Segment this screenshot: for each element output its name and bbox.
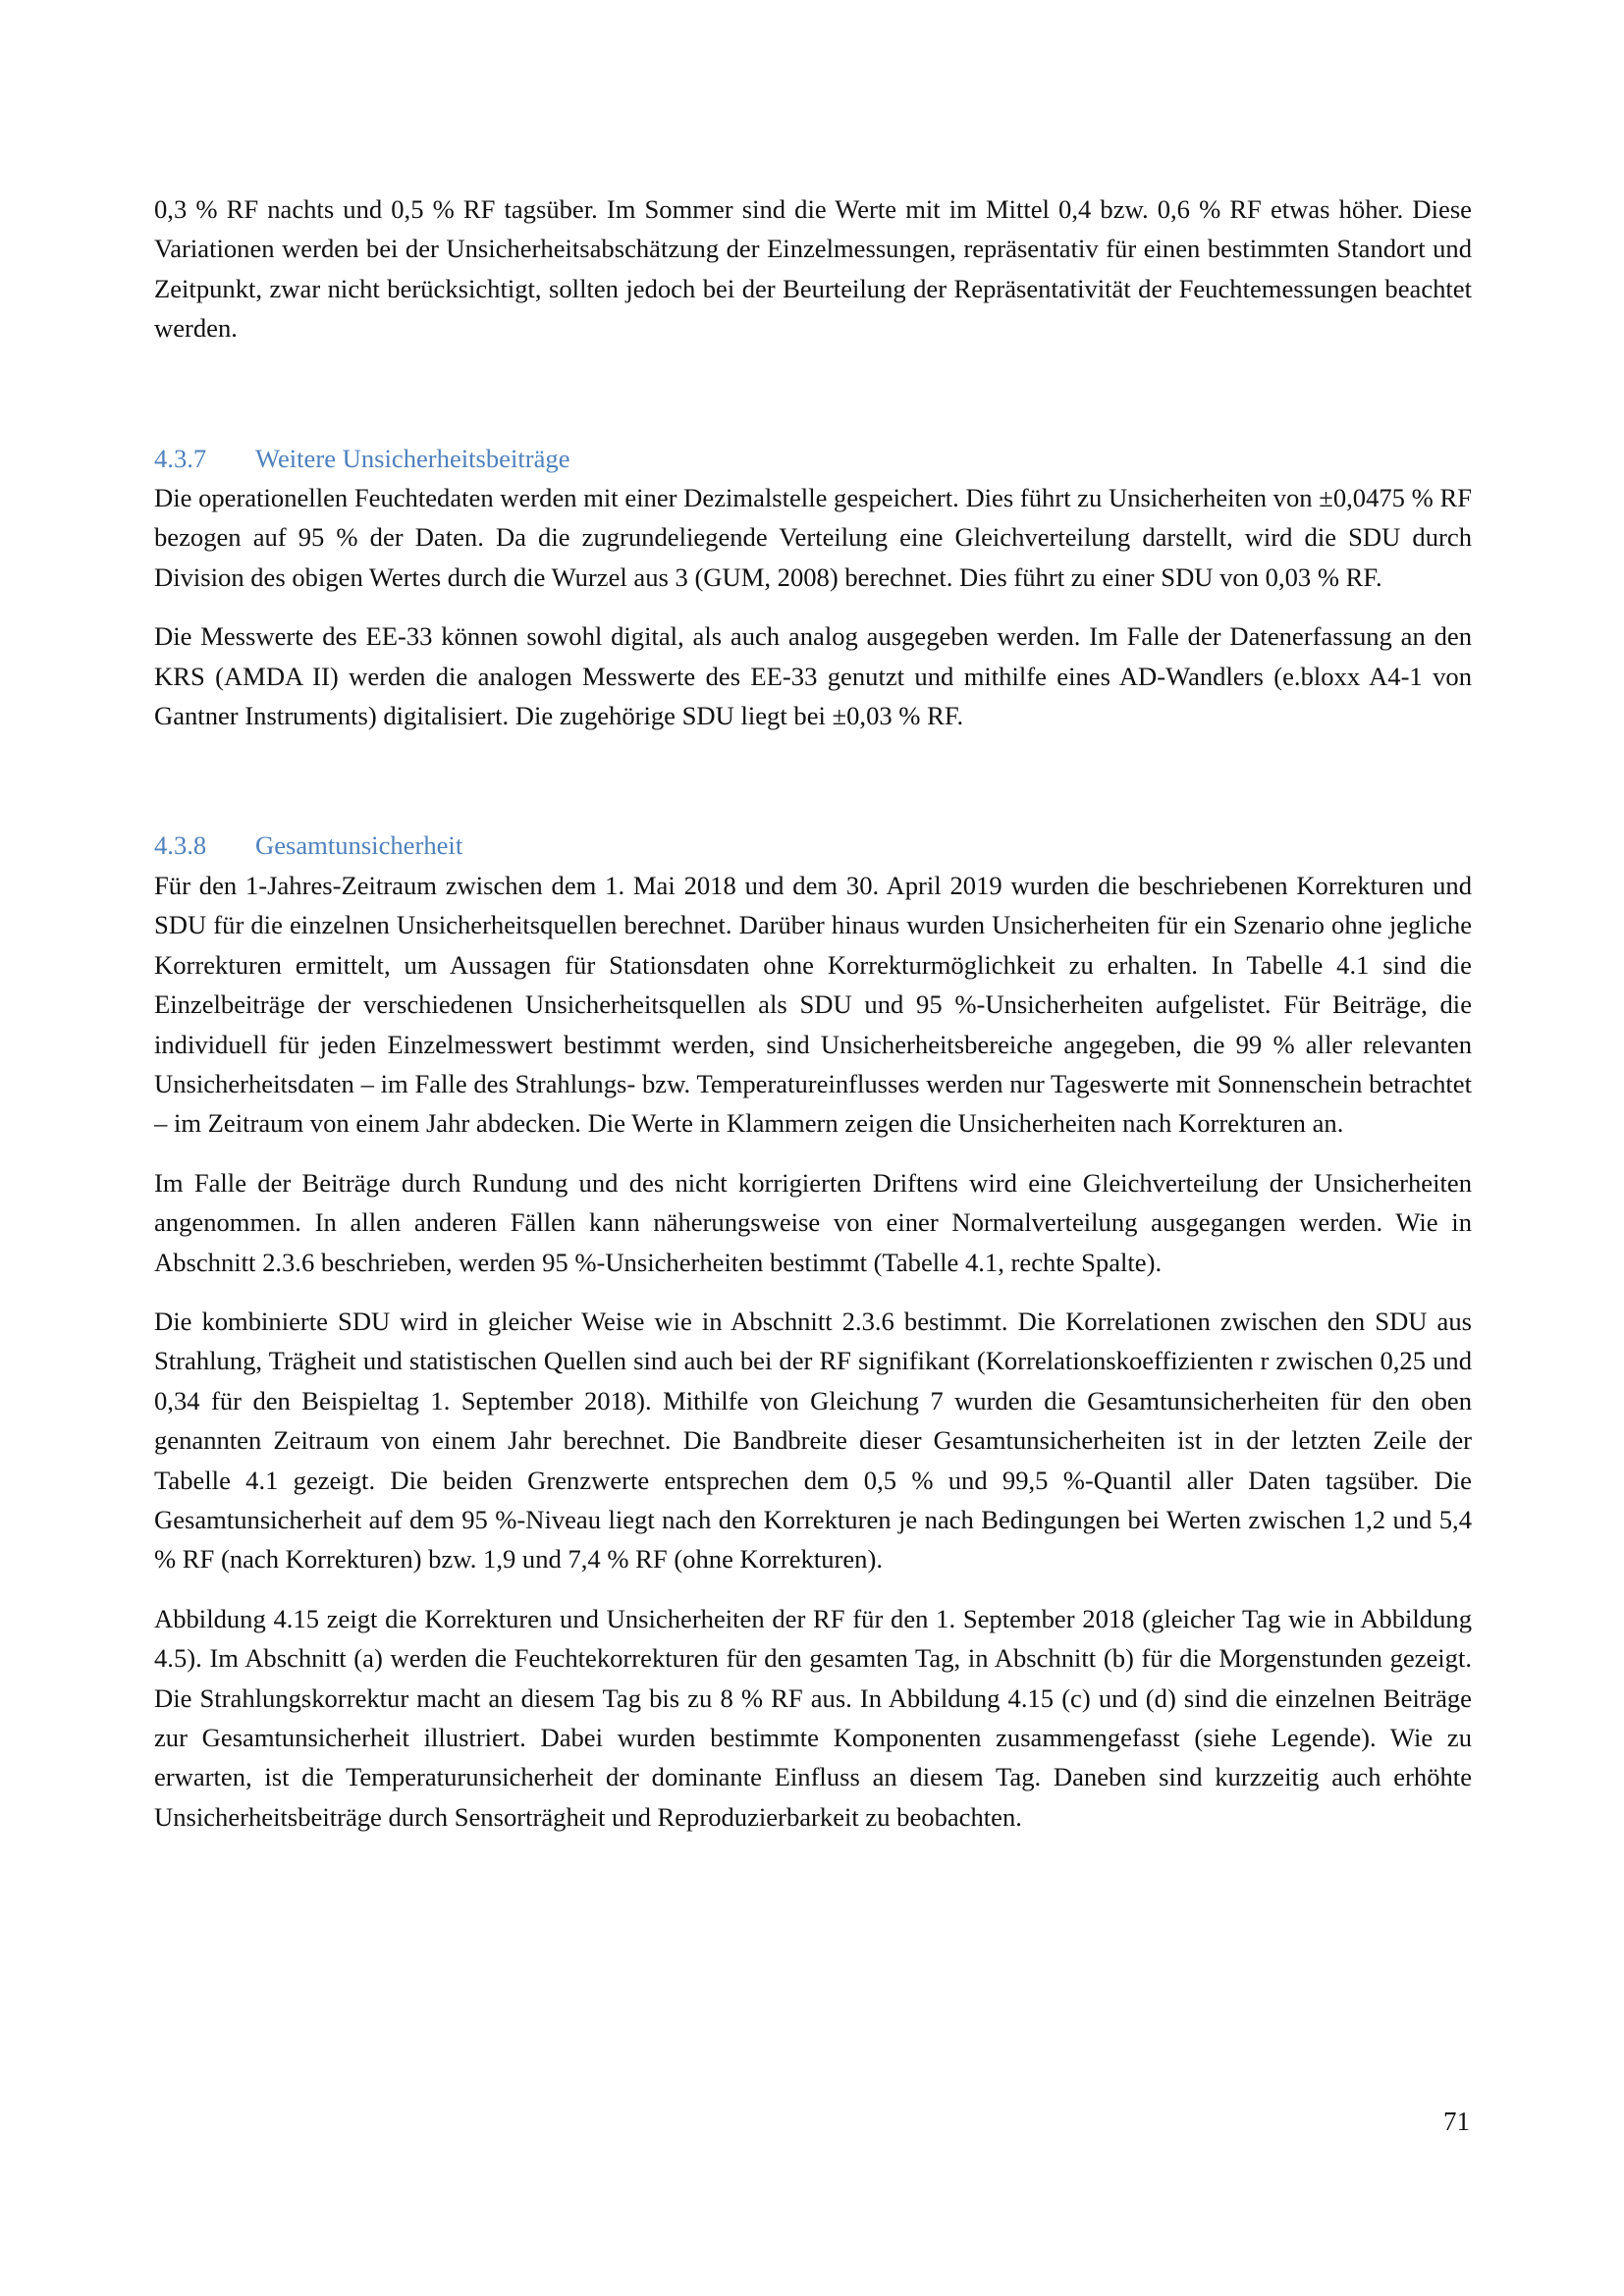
page-body	[154, 189, 1472, 1837]
section-title: Weitere Unsicherheitsbeiträge	[255, 443, 570, 473]
paragraph-4-3-8-3: Die kombinierte SDU wird in gleicher Weise wie in Abschnitt 2.3.6 bestimmt. Die Korrelationen zwischen den SDU aus Strahlung, Trägheit und statistischen Quellen sind auch bei der RF signifikant (Korrelationskoeffizienten r zwischen 0,25 und 0,34 für den Beispieltag 1. September 2018). Mithilfe von Gleichung 7 wurden die Gesamtunsicherheiten für den oben genannten Zeitraum von einem Jahr berechnet. Die Bandbreite dieser Gesamtunsicherheiten ist in der letzten Zeile der Tabelle 4.1 gezeigt. Die beiden Grenzwerte entsprechen dem 0,5 % und 99,5 %-Quantil aller Daten tagsüber. Die Gesamtunsicherheit auf dem 95 %-Niveau liegt nach den Korrekturen je nach Bedingungen bei Werten zwischen 1,2 und 5,4 % RF (nach Korrekturen) bzw. 1,9 und 7,4 % RF (ohne Korrekturen).	[154, 1306, 1472, 1575]
paragraph-4-3-8-2: Im Falle der Beiträge durch Rundung und des nicht korrigierten Driftens wird eine Gleichverteilung der Unsicherheiten angenommen. In allen anderen Fällen kann näherungsweise von einer Normalverteilung ausgegangen werden. Wie in Abschnitt 2.3.6 beschrieben, werden 95 %-Unsicherheiten bestimmt (Tabelle 4.1, rechte Spalte).	[154, 1167, 1472, 1277]
paragraph-spacer	[154, 1144, 1472, 1163]
section-spacer	[154, 735, 1472, 826]
page-number: 71	[1443, 2107, 1470, 2136]
paragraph-4-3-8-1: Für den 1-Jahres-Zeitraum zwischen dem 1. Mai 2018 und dem 30. April 2019 wurden die beschriebenen Korrekturen und SDU für die einzelnen Unsicherheitsquellen berechnet. Darüber hinaus wurden Unsicherheiten für ein Szenario ohne jegliche Korrekturen ermittelt, um Aussagen für Stationsdaten ohne Korrekturmöglichkeit zu erhalten. In Tabelle 4.1 sind die Einzelbeiträge der verschiedenen Unsicherheitsquellen als SDU und 95 %-Unsicherheiten aufgelistet. Für Beiträge, die individuell für jeden Einzelmesswert bestimmt werden, sind Unsicherheitsbereiche angegeben, die 99 % aller relevanten Unsicherheitsdaten – im Falle des Strahlungs- bzw. Temperatureinflusses werden nur Tageswerte mit Sonnenschein betrachtet – im Zeitraum von einem Jahr abdecken. Die Werte in Klammern zeigen die Unsicherheiten nach Korrekturen an.	[154, 870, 1472, 1139]
paragraph-intro: 0,3 % RF nachts und 0,5 % RF tagsüber. Im Sommer sind die Werte mit im Mittel 0,4 bzw. 0,6 % RF etwas höher. Diese Variationen werden bei der Unsicherheitsabschätzung der Einzelmessungen, repräsentativ für einen bestimmten Standort und Zeitpunkt, zwar nicht berücksichtigt, sollten jedoch bei der Beurteilung der Repräsentativität der Feuchtemessungen beachtet werden.	[154, 194, 1472, 344]
section-spacer	[154, 348, 1472, 439]
paragraph-spacer	[154, 1282, 1472, 1302]
section-title: Gesamtunsicherheit	[255, 830, 463, 861]
paragraph-spacer	[154, 1579, 1472, 1599]
section-number: 4.3.7	[154, 443, 207, 473]
section-heading-4-3-7	[154, 439, 1472, 478]
paragraph-spacer	[154, 597, 1472, 616]
paragraph-4-3-7-1: Die operationellen Feuchtedaten werden mit einer Dezimalstelle gespeichert. Dies führt zu Unsicherheiten von ±0,0475 % RF bezogen auf 95 % der Daten. Da die zugrundeliegende Verteilung eine Gleichverteilung darstellt, wird die SDU durch Division des obigen Wertes durch die Wurzel aus 3 (GUM, 2008) berechnet. Dies führt zu einer SDU von 0,03 % RF.	[154, 483, 1472, 592]
paragraph-4-3-7-2: Die Messwerte des EE-33 können sowohl digital, als auch analog ausgegeben werden. Im Falle der Datenerfassung an den KRS (AMDA II) werden die analogen Messwerte des EE-33 genutzt und mithilfe eines AD-Wandlers (e.bloxx A4-1 von Gantner Instruments) digitalisiert. Die zugehörige SDU liegt bei ±0,03 % RF.	[154, 621, 1472, 731]
section-number: 4.3.8	[154, 830, 207, 861]
paragraph-4-3-8-4: Abbildung 4.15 zeigt die Korrekturen und Unsicherheiten der RF für den 1. September 2018 (gleicher Tag wie in Abbildung 4.5). Im Abschnitt (a) werden die Feuchtekorrekturen für den gesamten Tag, in Abschnitt (b) für die Morgenstunden gezeigt. Die Strahlungskorrektur macht an diesem Tag bis zu 8 % RF aus. In Abbildung 4.15 (c) und (d) sind die einzelnen Beiträge zur Gesamtunsicherheit illustriert. Dabei wurden bestimmte Komponenten zusammengefasst (siehe Legende). Wie zu erwarten, ist die Temperaturunsicherheit der dominante Einfluss an diesem Tag. Daneben sind kurzzeitig auch erhöhte Unsicherheitsbeiträge durch Sensorträgheit und Reproduzierbarkeit zu beobachten.	[154, 1603, 1472, 1832]
section-heading-4-3-8	[154, 826, 1472, 865]
